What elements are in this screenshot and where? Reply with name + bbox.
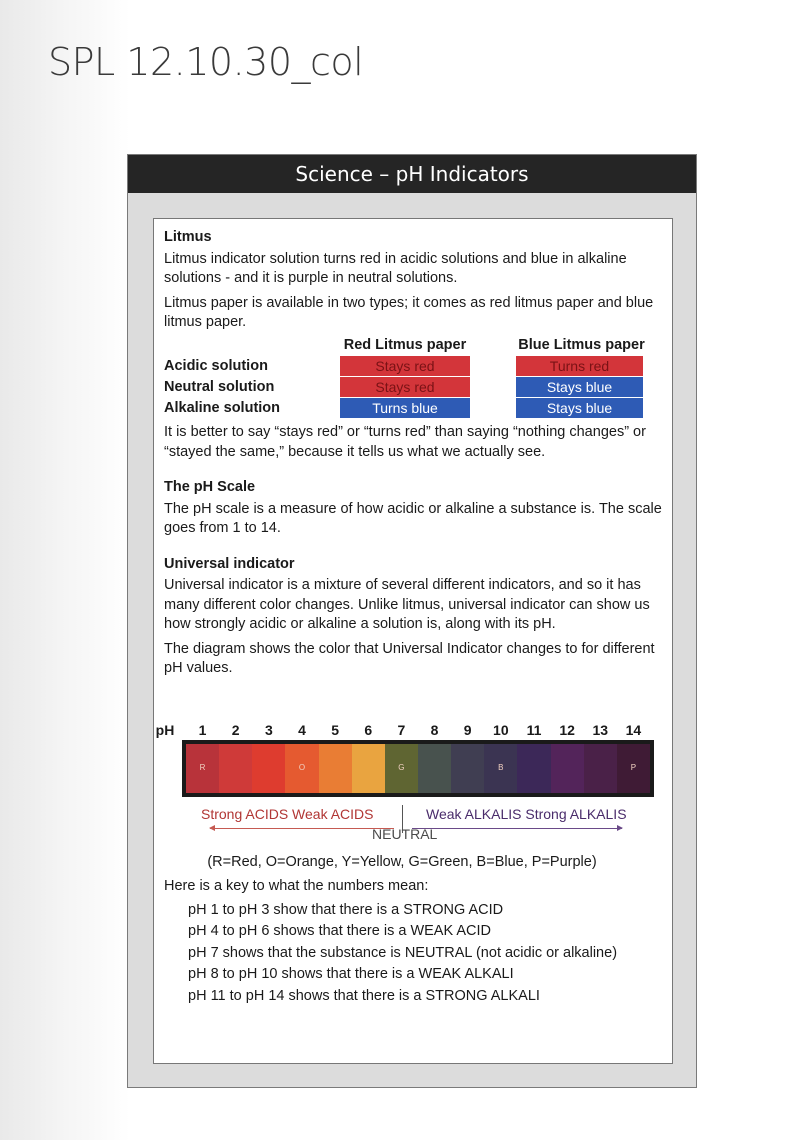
key-list <box>164 901 662 1007</box>
alkali-arrow <box>412 828 622 829</box>
ph-swatch <box>584 744 617 793</box>
alkali-caption: Weak ALKALIS Strong ALKALIS <box>426 805 627 822</box>
content-panel <box>153 218 673 1064</box>
ph-number: 9 <box>463 721 472 738</box>
blue-litmus-result: Turns red <box>516 356 643 376</box>
universal-indicator-heading: Universal indicator <box>164 555 295 572</box>
litmus-table <box>164 336 662 419</box>
ph-number: 13 <box>592 721 609 738</box>
ph-number: 8 <box>430 721 439 738</box>
ph-number: 5 <box>331 721 340 738</box>
ph-number: 7 <box>397 721 406 738</box>
ph-prefix-label: pH <box>155 721 175 738</box>
key-item: pH 11 to pH 14 shows that there is a STRONG ALKALI <box>188 987 540 1004</box>
universal-para-2: The diagram shows the color that Universal Indicator changes to for different pH values. <box>164 640 655 676</box>
key-item: pH 7 shows that the substance is NEUTRAL (not acidic or alkaline) <box>188 944 618 961</box>
ph-number: 1 <box>198 721 207 738</box>
ph-number: 14 <box>625 721 642 738</box>
ph-number: 12 <box>559 721 575 738</box>
ph-swatch <box>352 744 385 793</box>
card-title: Science – pH Indicators <box>128 155 696 193</box>
red-litmus-column-header: Red Litmus paper <box>343 336 467 353</box>
ph-number: 4 <box>298 721 306 738</box>
info-card <box>127 154 697 1088</box>
red-litmus-result: Stays red <box>340 356 470 376</box>
litmus-para-3: It is better to say “stays red” or “turns red” than saying “nothing changes” or “stayed the same,” because it tells us what we actually see. <box>164 424 646 460</box>
litmus-row-label: Acidic solution <box>164 358 268 374</box>
acid-arrow <box>210 828 394 829</box>
blue-litmus-column-header: Blue Litmus paper <box>518 336 645 353</box>
ph-number: 11 <box>526 721 542 738</box>
key-item: pH 8 to pH 10 shows that there is a WEAK ALKALI <box>188 966 514 982</box>
ph-color-bar <box>182 740 654 797</box>
ph-swatch <box>418 744 451 793</box>
ph-swatch <box>319 744 352 793</box>
key-intro: Here is a key to what the numbers mean: <box>164 878 429 894</box>
ph-swatch: B <box>484 744 517 793</box>
ph-swatch <box>451 744 484 793</box>
key-item: pH 4 to pH 6 shows that there is a WEAK ACID <box>188 923 492 939</box>
ph-number: 6 <box>364 721 373 738</box>
ph-scale-heading: The pH Scale <box>164 479 256 495</box>
ph-scale-para: The pH scale is a measure of how acidic or alkaline a substance is. The scale goes from 1 to 14. <box>164 500 662 536</box>
ph-swatch: P <box>617 744 650 793</box>
color-legend: (R=Red, O=Orange, Y=Yellow, G=Green, B=Blue, P=Purple) <box>207 853 597 870</box>
acid-caption: Strong ACIDS Weak ACIDS <box>201 805 374 822</box>
ph-number: 2 <box>231 721 240 738</box>
red-litmus-result: Stays red <box>340 377 470 397</box>
ph-swatch <box>219 744 252 793</box>
ph-number-row <box>154 721 674 739</box>
ph-swatch <box>517 744 550 793</box>
ph-swatch <box>551 744 584 793</box>
key-item: pH 1 to pH 3 show that there is a STRONG ACID <box>188 901 504 918</box>
litmus-row-label: Neutral solution <box>164 379 275 395</box>
document-id: SPL 12.10.30_col <box>48 40 364 84</box>
litmus-para-1: Litmus indicator solution turns red in acidic solutions and blue in alkaline solutions - and it is purple in neutral solutions. <box>164 250 627 286</box>
ph-swatch: R <box>186 744 219 793</box>
ph-swatch: O <box>285 744 318 793</box>
ph-color-chart <box>154 721 662 842</box>
ph-number: 10 <box>493 721 509 738</box>
neutral-label: NEUTRAL <box>372 825 438 842</box>
blue-litmus-result: Stays blue <box>516 398 643 418</box>
ph-swatch <box>252 744 285 793</box>
litmus-row-label: Alkaline solution <box>164 400 281 416</box>
litmus-heading: Litmus <box>164 229 212 245</box>
universal-para-1: Universal indicator is a mixture of several different indicators, and so it has many different color changes. Unlike litmus, universal indicator can show us how strongly acidic or alkaline a solution is, along with its pH. <box>164 577 650 632</box>
red-litmus-result: Turns blue <box>340 398 470 418</box>
litmus-para-2: Litmus paper is available in two types; it comes as red litmus paper and blue litmus paper. <box>164 294 654 330</box>
ph-number: 3 <box>264 721 273 738</box>
ph-swatch: G <box>385 744 418 793</box>
blue-litmus-result: Stays blue <box>516 377 643 397</box>
